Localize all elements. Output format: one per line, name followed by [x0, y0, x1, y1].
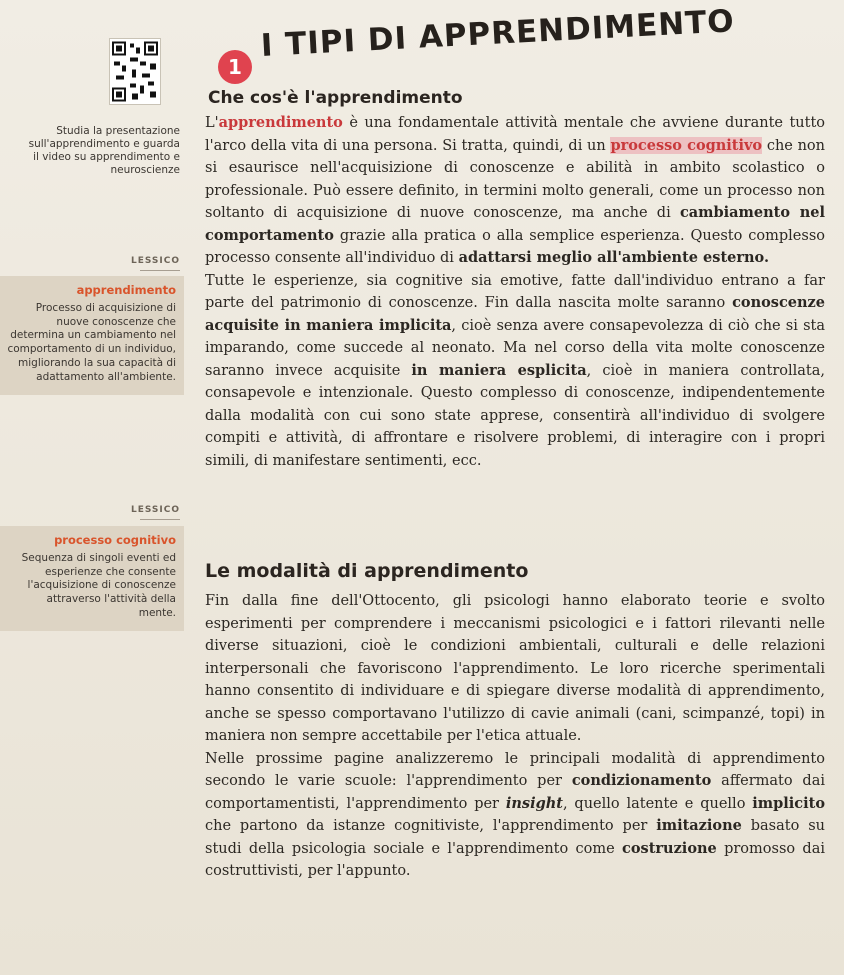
section-1-body — [205, 112, 825, 472]
chapter-number-badge: 1 — [218, 50, 252, 84]
section-2-body — [205, 590, 825, 883]
gloss-apprendimento — [0, 276, 184, 395]
study-note[interactable]: Studia la presentazione sull'apprendimento e guarda il video su apprendimento e neuroscienze — [28, 125, 180, 176]
gloss-definition: Processo di acquisizione di nuove conoscenze che determina un cambiamento nel comportamento di un individuo, migliorando la sua capacità di adattamento all'ambiente. — [7, 301, 176, 383]
gloss-processo-cognitivo — [0, 526, 184, 631]
lessico-label-1: LESSICO — [20, 256, 180, 271]
paragraph: L'apprendimento è una fondamentale attività mentale che avviene durante tutto l'arco della vita di una persona. Si tratta, quindi, di un processo cognitivo che non si esaurisce nell'acquisizione di conoscenze e abilità in ambito scolastico o professionale. Può essere definito, in termini molto generali, come un processo non soltanto di acquisizione di nuove conoscenze, ma anche di cambiamento nel comportamento grazie alla pratica o alla semplice esperienza. Questo complesso processo consente all'individuo di adattarsi meglio all'ambiente esterno. — [205, 114, 825, 266]
section-heading-2: Le modalità di apprendimento — [205, 560, 529, 582]
gloss-term: apprendimento — [76, 283, 176, 297]
section-heading-1: Che cos'è l'apprendimento — [208, 88, 463, 108]
paragraph: Tutte le esperienze, sia cognitive sia emotive, fatte dall'individuo entrano a far parte del patrimonio di conoscenze. Fin dalla nascita molte saranno conoscenze acquisite in maniera implicita, cioè senza avere consapevolezza di ciò che si sta imparando, come succede al neonato. Ma nel corso della vita molte conoscenze saranno invece acquisite in maniera esplicita, cioè in maniera controllata, consapevole e intenzionale. Questo complesso di conoscenze, indipendentemente dalla modalità con cui sono state apprese, consentirà all'individuo di svolgere compiti e attività, di affrontare e risolvere problemi, di interagire con i propri simili, di manifestare sentimenti, ecc. — [205, 272, 826, 469]
paragraph: Fin dalla fine dell'Ottocento, gli psicologi hanno elaborato teorie e svolto esperimenti per comprendere i meccanismi psicologici e i fattori rilevanti nelle diverse situazioni, cioè le condizioni ambientali, culturali e delle relazioni interpersonali che favoriscono l'apprendimento. Le loro ricerche sperimentali hanno consentito di individuare e di spiegare diverse modalità di apprendimento, anche se spesso comportavano l'utilizzo di cavie animali (cani, scimpanzé, topi) in maniera non sempre accettabile per l'etica attuale. — [205, 593, 825, 744]
lessico-label-2: LESSICO — [20, 505, 180, 520]
qr-code-icon[interactable] — [109, 38, 161, 105]
paragraph: Nelle prossime pagine analizzeremo le principali modalità di apprendimento secondo le varie scuole: l'apprendimento per condizionamento affermato dai comportamentisti, l'apprendimento per insight, quello latente e quello implicito che partono da istanze cognitiviste, l'apprendimento per imitazione basato su studi della psicologia sociale e l'apprendimento come costruzione promosso dai costruttivisti, per l'appunto. — [205, 750, 825, 879]
gloss-definition: Sequenza di singoli eventi ed esperienze che consente l'acquisizione di conoscenze attraverso l'attività della mente. — [21, 551, 176, 619]
chapter-title: I TIPI DI APPRENDIMENTO — [260, 3, 736, 64]
gloss-term: processo cognitivo — [54, 533, 176, 547]
